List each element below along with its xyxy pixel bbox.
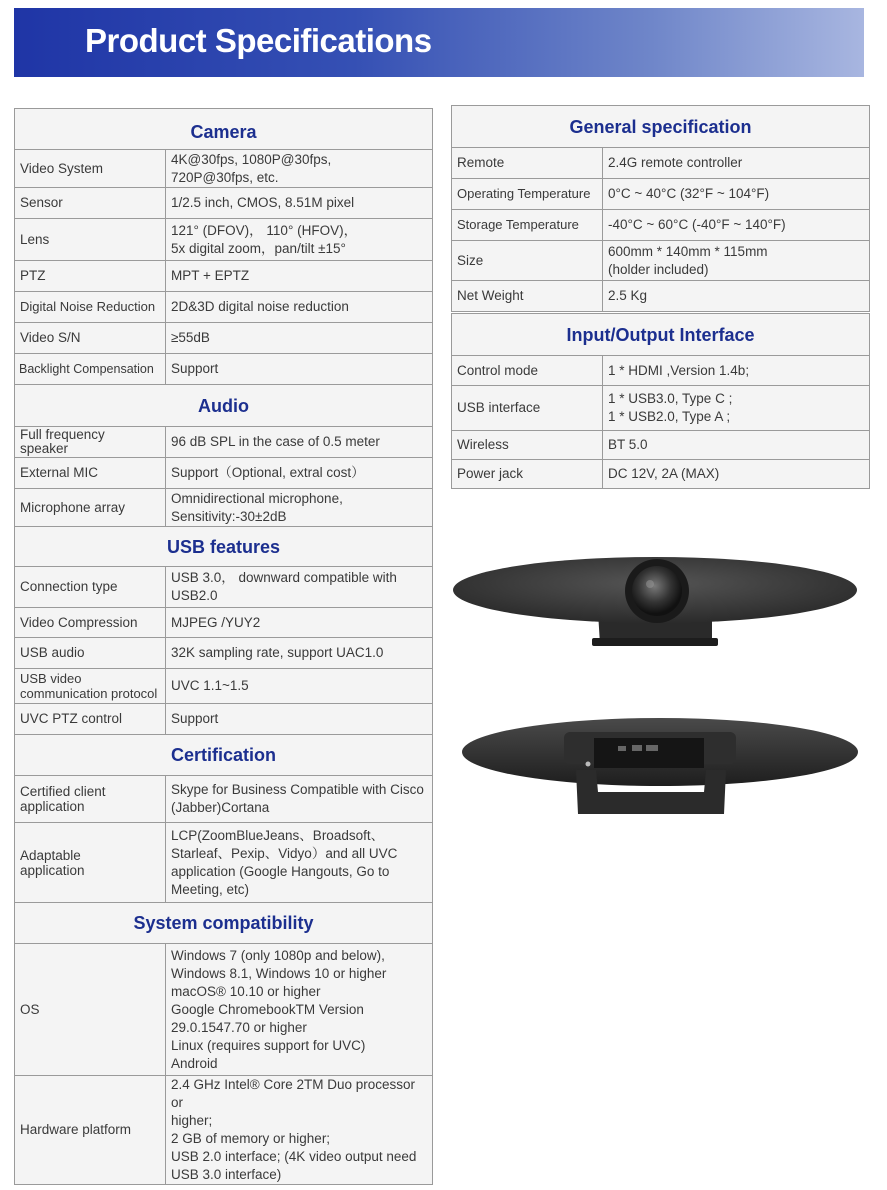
spec-value: Support（Optional, extral cost） (166, 458, 433, 489)
spec-key: Wireless (452, 431, 603, 460)
spec-key: Video Compression (15, 608, 166, 638)
section-heading-camera: Camera (15, 109, 433, 150)
spec-value: 1 * HDMI ,Version 1.4b; (603, 356, 870, 386)
spec-key: Lens (15, 219, 166, 261)
spec-value: Omnidirectional microphone, Sensitivity:-30±2dB (166, 489, 433, 527)
spec-value: 2.4 GHz Intel® Core 2TM Duo processor or higher; 2 GB of memory or higher; USB 2.0 interface; (4K video output need USB 3.0 interface) (166, 1076, 433, 1185)
spec-key: Video System (15, 150, 166, 188)
spec-value: -40°C ~ 60°C (-40°F ~ 140°F) (603, 210, 870, 241)
spec-key: Digital Noise Reduction (15, 292, 166, 323)
hdmi-port-icon (646, 745, 658, 751)
section-heading-certification: Certification (15, 735, 433, 776)
spec-key: USB video communication protocol (15, 669, 166, 704)
spec-key: USB audio (15, 638, 166, 669)
camera-rear-photo (460, 714, 860, 820)
spec-key: Connection type (15, 567, 166, 608)
left-spec-table (14, 108, 433, 1185)
spec-key: USB interface (452, 386, 603, 431)
usb-a-port-icon (632, 745, 642, 751)
spec-value: 121° (DFOV)， 110° (HFOV)， 5x digital zoom，pan/tilt ±15° (166, 219, 433, 261)
header-banner (14, 8, 864, 77)
section-heading-audio: Audio (15, 385, 433, 427)
section-heading-general: General specification (452, 106, 870, 148)
section-heading-system: System compatibility (15, 903, 433, 944)
spec-key: Control mode (452, 356, 603, 386)
spec-value: Support (166, 354, 433, 385)
spec-key: Net Weight (452, 281, 603, 312)
spec-value: Windows 7 (only 1080p and below), Windows 8.1, Windows 10 or higher macOS® 10.10 or higher Google ChromebookTM Version 29.0.1547.70 or higher Linux (requires support for UVC) Android (166, 944, 433, 1076)
spec-value: 2.4G remote controller (603, 148, 870, 179)
spec-key: Full frequency speaker (15, 427, 166, 458)
spec-value: UVC 1.1~1.5 (166, 669, 433, 704)
spec-key: PTZ (15, 261, 166, 292)
spec-value: Support (166, 704, 433, 735)
spec-key: Certified client application (15, 776, 166, 823)
spec-value: 0°C ~ 40°C (32°F ~ 104°F) (603, 179, 870, 210)
general-spec-table (451, 105, 870, 312)
usb-port-icon (618, 746, 626, 751)
spec-key: OS (15, 944, 166, 1076)
spec-value: 32K sampling rate, support UAC1.0 (166, 638, 433, 669)
spec-key: Hardware platform (15, 1076, 166, 1185)
spec-value: BT 5.0 (603, 431, 870, 460)
io-spec-table (451, 313, 870, 489)
spec-value: MJPEG /YUY2 (166, 608, 433, 638)
spec-key: Video S/N (15, 323, 166, 354)
spec-value: 1 * USB3.0, Type C ; 1 * USB2.0, Type A ; (603, 386, 870, 431)
spec-value: 2.5 Kg (603, 281, 870, 312)
spec-key: Size (452, 241, 603, 281)
spec-value: 4K@30fps, 1080P@30fps, 720P@30fps, etc. (166, 150, 433, 188)
spec-key: Power jack (452, 460, 603, 489)
spec-key: Remote (452, 148, 603, 179)
spec-value: 600mm * 140mm * 115mm (holder included) (603, 241, 870, 281)
section-heading-io: Input/Output Interface (452, 314, 870, 356)
spec-key: Storage Temperature (452, 210, 603, 241)
spec-value: ≥55dB (166, 323, 433, 354)
spec-key: Backlight Compensation (15, 354, 166, 385)
camera-lens-icon (632, 566, 682, 616)
camera-front-photo (450, 550, 860, 650)
spec-value: MPT + EPTZ (166, 261, 433, 292)
spec-key: Adaptable application (15, 823, 166, 903)
spec-key: Sensor (15, 188, 166, 219)
spec-value: USB 3.0， downward compatible with USB2.0 (166, 567, 433, 608)
spec-value: Skype for Business Compatible with Cisco (Jabber)Cortana (166, 776, 433, 823)
spec-value: DC 12V, 2A (MAX) (603, 460, 870, 489)
spec-key: Operating Temperature (452, 179, 603, 210)
spec-value: 96 dB SPL in the case of 0.5 meter (166, 427, 433, 458)
spec-key: Microphone array (15, 489, 166, 527)
port-panel (594, 738, 704, 768)
spec-key: UVC PTZ control (15, 704, 166, 735)
spec-value: 1/2.5 inch, CMOS, 8.51M pixel (166, 188, 433, 219)
spec-value: 2D&3D digital noise reduction (166, 292, 433, 323)
section-heading-usb: USB features (15, 527, 433, 567)
spec-value: LCP(ZoomBlueJeans、Broadsoft、 Starleaf、Pexip、Vidyo）and all UVC application (Google Hangouts, Go to Meeting, etc) (166, 823, 433, 903)
page-title: Product Specifications (85, 22, 432, 59)
spec-key: External MIC (15, 458, 166, 489)
